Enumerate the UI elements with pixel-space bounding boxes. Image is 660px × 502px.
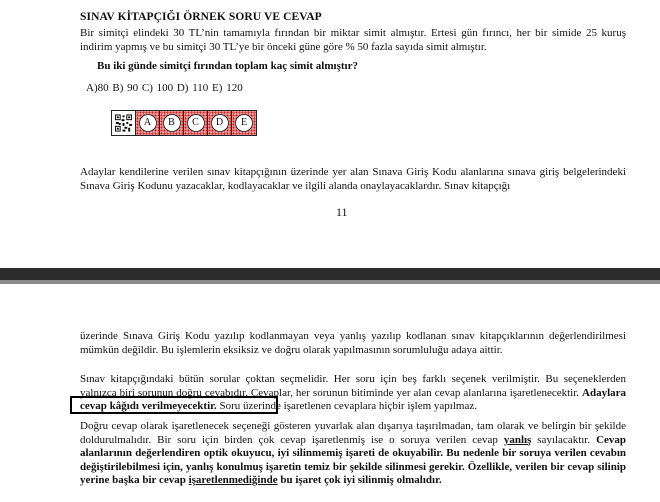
paragraph-3 <box>80 420 626 488</box>
instruction-text: Adaylar kendilerine verilen sınav kitapçığının üzerinde yer alan Sınava Giriş Kodu alanlarına sınava giriş belgelerindeki Sınava Giriş Kodunu yazacaklar, kodlayacaklar ve ilgili alanda onaylayacaklardır. Sınav kitapçığı <box>80 166 626 192</box>
option-bubble-e: E <box>235 114 253 132</box>
wrong-word: yanlış <box>503 433 532 446</box>
answer-cell <box>232 111 256 135</box>
answer-cell <box>208 111 232 135</box>
qr-code-icon <box>112 111 136 135</box>
answer-cell <box>160 111 184 135</box>
highlight-box <box>70 396 278 414</box>
answer-bubble-grid <box>111 110 257 136</box>
answer-cell <box>136 111 160 135</box>
paragraph-3-end: bu işaret çok iyi silinmiş olmalıdır. <box>277 474 442 487</box>
page-separator <box>0 268 660 280</box>
paragraph-2-text: Sınav kitapçığındaki bütün sorular çoktan seçmelidir. Her soru için beş farklı seçenek verilmiştir. Bu seçeneklerden yalnızca biri sorunun doğru cevabıdır. Cevaplar, her sorunun bitiminde yer alan cevap alanlarına işaretlenecektir. <box>80 373 626 399</box>
highlighted-notice: Adaylara cevap kâğıdı verilmeyecektir. <box>80 386 627 413</box>
paragraph-1: üzerinde Sınava Giriş Kodu yazılıp kodlanmayan veya yanlış yazılıp kodlanan sınav kitapçıklarının değerlendirilmesi mümkün değildir. Bu işlemlerin eksiksiz ve doğru olarak yapılmasının sorumluluğu adaya aittir. <box>80 330 626 356</box>
page-number: 11 <box>336 205 348 219</box>
paragraph-3-a: Doğru cevap olarak işaretlenecek seçeneği gösteren yuvarlak alan dışarıya taşırılmadan, tam olarak ve belirgin bir şekilde doldurulmalıdır. Bir soru için birden çok cevap işaretlenmiş ise o soruya verilen cevap <box>80 420 626 446</box>
option-bubble-b: B <box>163 114 181 132</box>
page-title: SINAV KİTAPÇIĞI ÖRNEK SORU VE CEVAP <box>80 11 322 23</box>
answer-cell <box>184 111 208 135</box>
paragraph-2-end: Soru üzerinde işaretlenen cevaplara hiçbir işlem yapılmaz. <box>216 400 477 413</box>
document-page-2 <box>0 284 660 502</box>
option-bubble-a: A <box>139 114 157 132</box>
unmarked-word: işaretlenmediğinde <box>188 474 278 487</box>
option-bubble-d: D <box>211 114 229 132</box>
paragraph-3-c: sayılacaktır. <box>531 433 597 446</box>
question-text: Bu iki günde simitçi fırından toplam kaç simit almıştır? <box>97 60 358 72</box>
paragraph-3-bold: Cevap alanlarının değerlendiren optik okuyucu, iyi silinmemiş işareti de okuyabilir. Bu nedenle bir soruya verilen cevabın değiştirilebilmesi için, yanlış konulmuş işaretin temiz bir şekilde silinmesi gerekir. Özellikle, verilen bir cevap silinip yerine başka bir cevap <box>80 433 627 487</box>
option-bubble-c: C <box>187 114 205 132</box>
problem-text: Bir simitçi elindeki 30 TL’nin tamamıyla fırından bir miktar simit almıştır. Ertesi gün fırıncı, her bir simide 25 kuruş indirim yapmış ve bu simitçi 30 TL’ye bir önceki güne göre % 50 fazla sayıda simit almıştır. <box>80 27 626 53</box>
answer-options: A)80 B) 90 C) 100 D) 110 E) 120 <box>86 82 243 94</box>
